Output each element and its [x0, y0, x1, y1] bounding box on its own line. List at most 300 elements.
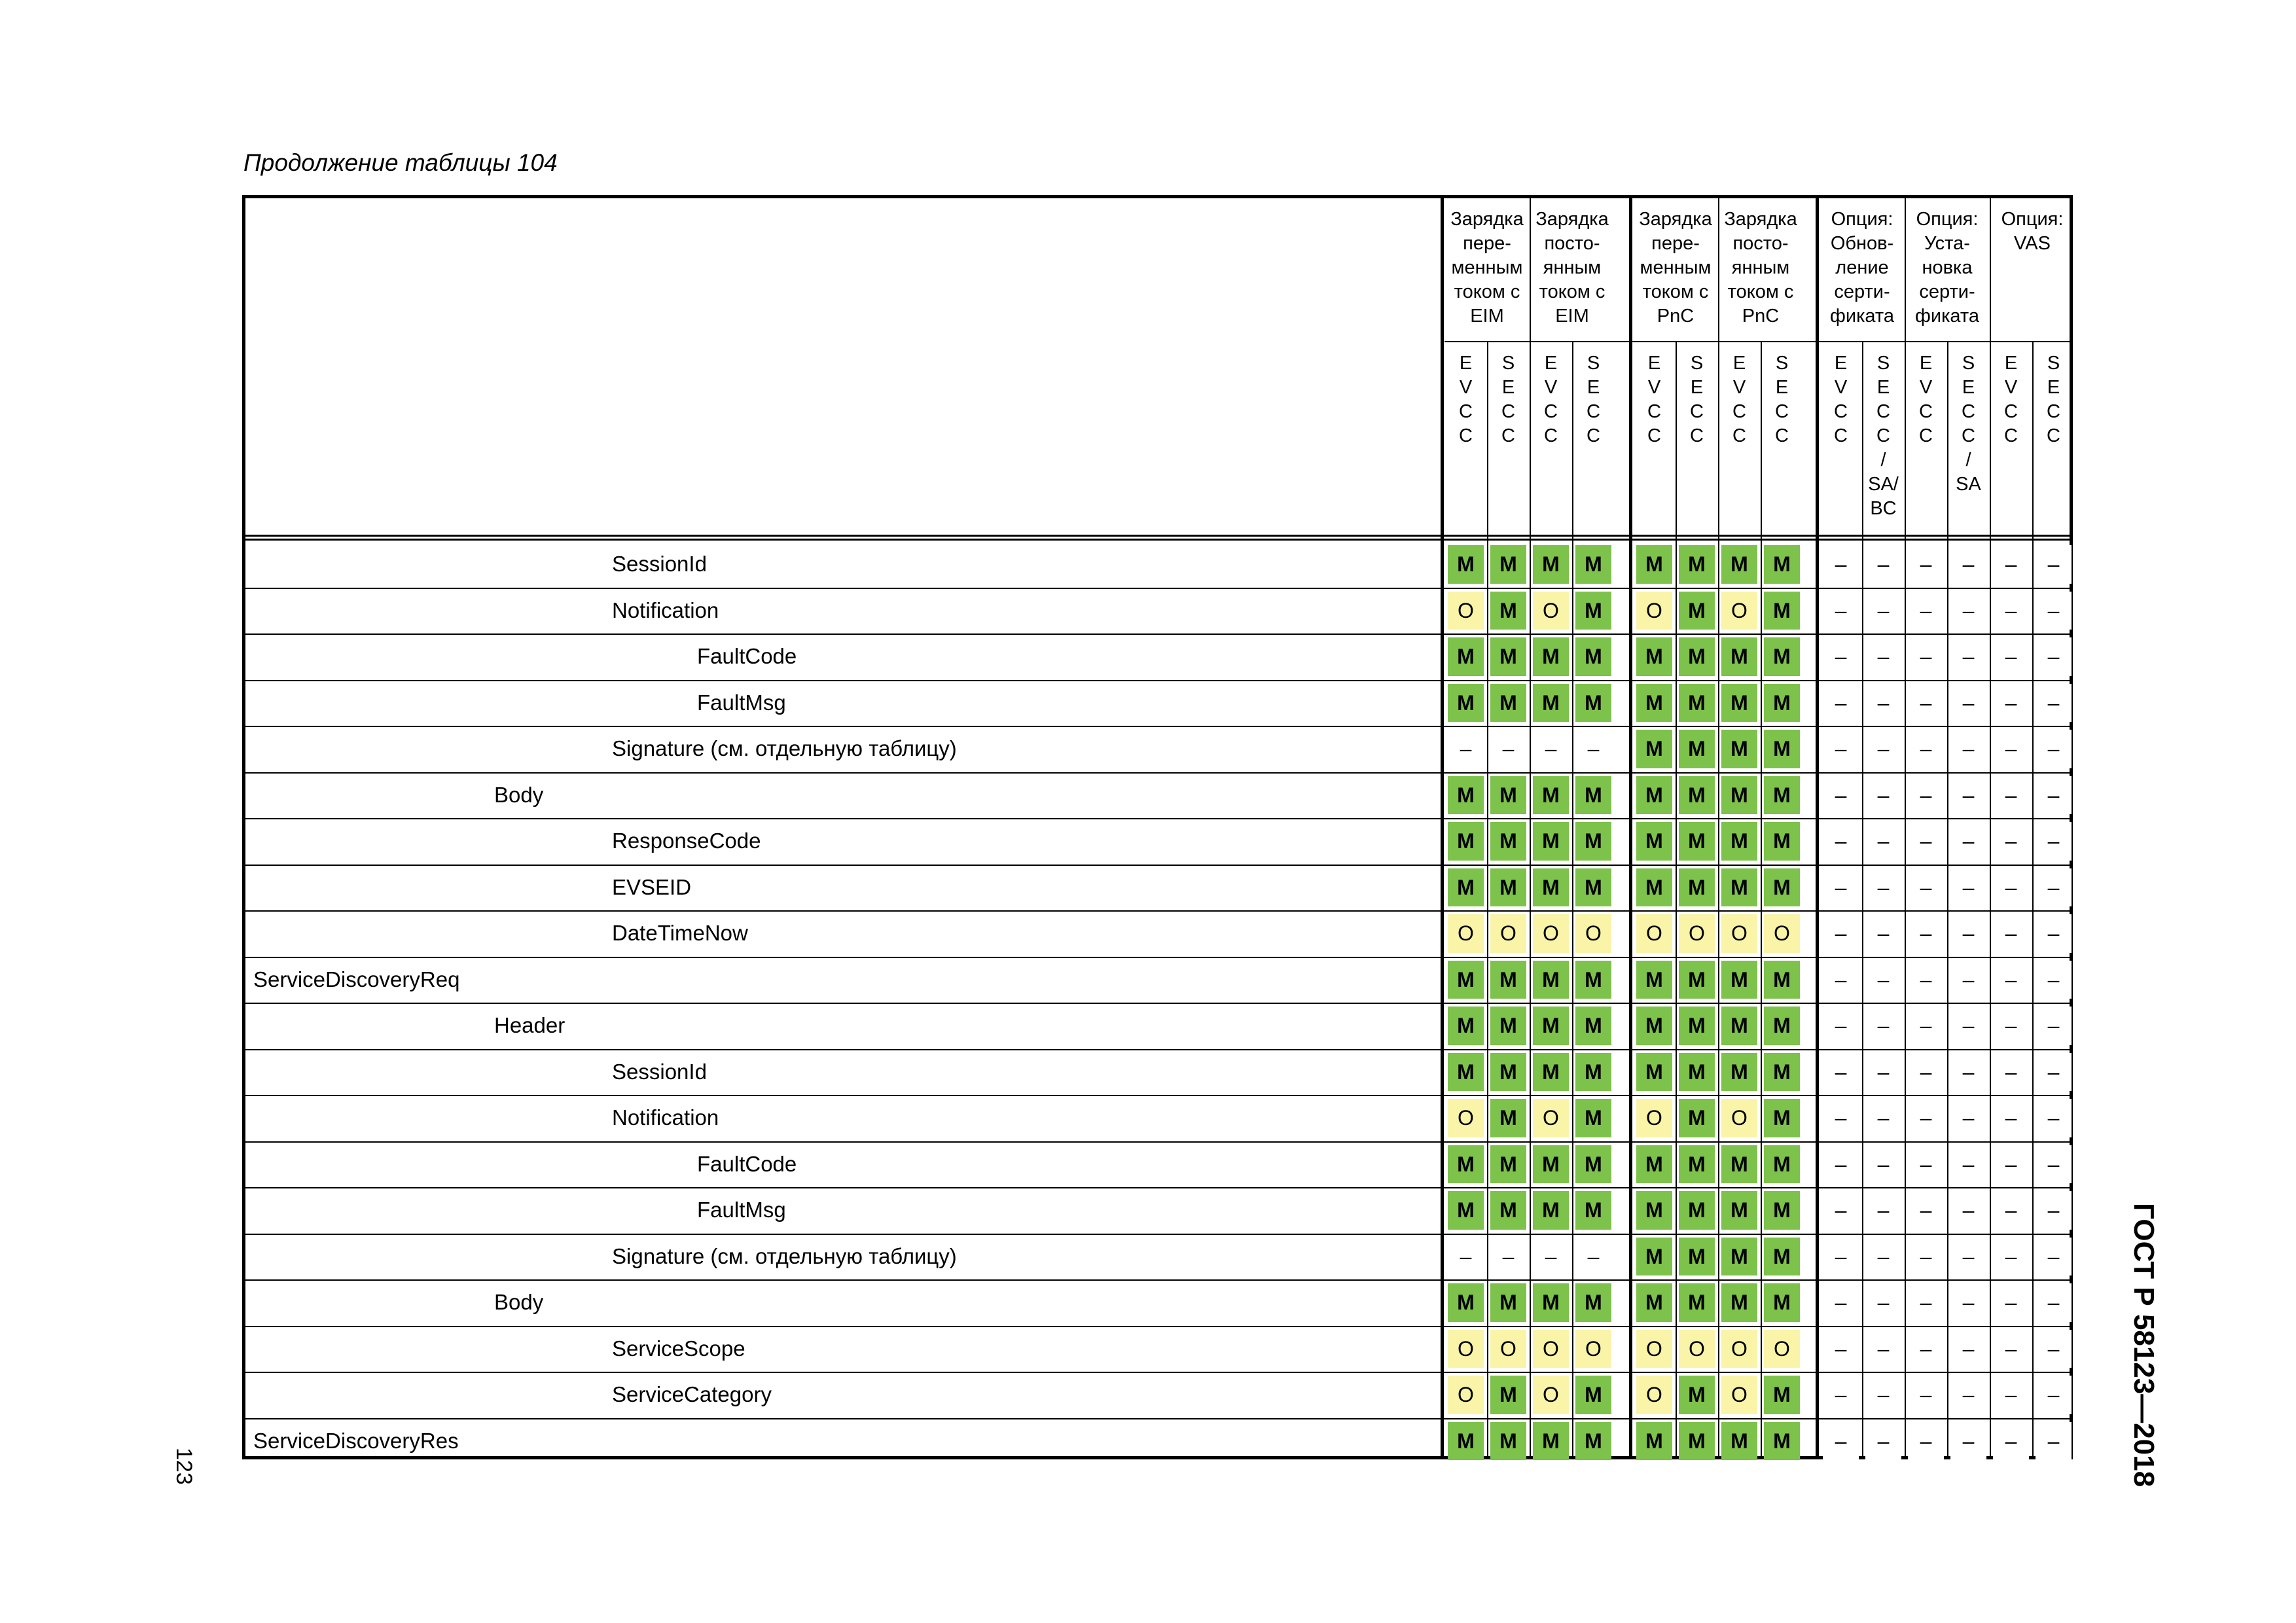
table-caption: Продолжение таблицы 104	[243, 149, 558, 176]
table-cell: –	[1823, 637, 1859, 676]
table-cell: M	[1575, 1191, 1611, 1230]
sub-header-1	[1444, 351, 1487, 448]
table-cell: –	[1865, 1422, 1901, 1461]
sub-header-14	[2032, 351, 2075, 448]
table-cell: M	[1533, 822, 1569, 861]
table-cell: –	[1993, 592, 2029, 630]
table-cell: M	[1721, 1422, 1757, 1461]
row-divider	[245, 818, 2070, 819]
table-cell: –	[1823, 868, 1859, 907]
row-divider	[245, 1187, 2070, 1188]
sub-header-3	[1530, 351, 1572, 448]
table-cell: M	[1448, 545, 1484, 584]
table-cell: O	[1721, 1376, 1757, 1414]
sub-header-8	[1761, 351, 1803, 448]
table-cell: –	[1533, 1238, 1569, 1276]
table-cell: –	[1865, 637, 1901, 676]
table-cell: –	[1823, 1053, 1859, 1092]
table-cell: –	[1448, 1238, 1484, 1276]
table-cell: O	[1764, 914, 1800, 953]
table-cell: M	[1721, 1145, 1757, 1184]
table-cell: –	[1993, 1330, 2029, 1368]
table-cell: M	[1490, 868, 1526, 907]
table-cell: –	[1993, 961, 2029, 999]
table-cell: –	[1823, 776, 1859, 815]
table-cell: M	[1679, 776, 1715, 815]
table-cell: –	[1993, 1422, 2029, 1461]
table-cell: M	[1636, 684, 1672, 722]
header-separator	[245, 535, 2070, 537]
table-cell: M	[1721, 684, 1757, 722]
sub-header-part: C	[1732, 401, 1746, 422]
table-cell: –	[2036, 1191, 2072, 1230]
table-cell: M	[1533, 1191, 1569, 1230]
sub-header-part: C	[2004, 425, 2018, 446]
table-cell: –	[1865, 914, 1901, 953]
sub-header-part: C	[1647, 401, 1661, 422]
sub-header-part: E	[1962, 377, 1975, 398]
sub-header-part: E	[1647, 353, 1661, 374]
block-border	[1441, 198, 1444, 1456]
table-cell: M	[1533, 545, 1569, 584]
table-cell: –	[1993, 637, 2029, 676]
table-cell: –	[1865, 1376, 1901, 1414]
sub-header-part: C	[1587, 401, 1600, 422]
table-cell: –	[1823, 1191, 1859, 1230]
table-cell: M	[1679, 1283, 1715, 1322]
table-cell: M	[1575, 1145, 1611, 1184]
row-divider	[245, 726, 2070, 727]
table-cell: –	[1865, 1053, 1901, 1092]
table-cell: M	[1764, 1145, 1800, 1184]
table-cell: –	[2036, 1422, 2072, 1461]
table-cell: O	[1448, 1099, 1484, 1137]
table-cell: M	[1575, 822, 1611, 861]
table-cell: –	[1993, 1283, 2029, 1322]
sub-header-part: C	[1775, 401, 1789, 422]
table-cell: –	[2036, 1053, 2072, 1092]
sub-header-part: C	[1962, 401, 1975, 422]
table-cell: –	[1575, 730, 1611, 768]
table-cell: M	[1679, 592, 1715, 630]
row-label: Header	[494, 1013, 565, 1037]
table-cell: –	[2036, 1330, 2072, 1368]
sub-header-part: V	[1919, 377, 1933, 398]
table-cell: M	[1721, 637, 1757, 676]
table-cell: –	[1950, 776, 1986, 815]
table-cell: O	[1679, 1330, 1715, 1368]
table-cell: –	[1993, 776, 2029, 815]
table-cell: M	[1764, 961, 1800, 999]
table-cell: –	[2036, 684, 2072, 722]
row-divider	[245, 1372, 2070, 1373]
table-cell: M	[1533, 1145, 1569, 1184]
row-label: Body	[494, 782, 544, 807]
table-cell: O	[1533, 1376, 1569, 1414]
table-cell: –	[1575, 1238, 1611, 1276]
row-divider	[245, 680, 2070, 681]
sub-header-part: V	[1544, 377, 1558, 398]
table-cell: M	[1721, 776, 1757, 815]
table-cell: M	[1490, 961, 1526, 999]
table-cell: M	[1764, 822, 1800, 861]
table-cell: –	[1448, 730, 1484, 768]
table-cell: M	[1575, 1283, 1611, 1322]
table-cell: –	[1950, 1238, 1986, 1276]
table-cell: –	[1865, 1191, 1901, 1230]
table-cell: M	[1721, 1007, 1757, 1045]
table-cell: –	[2036, 545, 2072, 584]
table-cell: –	[1865, 545, 1901, 584]
sub-header-part: C	[1775, 425, 1789, 446]
table-cell: –	[2036, 1145, 2072, 1184]
table-cell: –	[1993, 1376, 2029, 1414]
table-cell: –	[1993, 1191, 2029, 1230]
table-cell: M	[1721, 1283, 1757, 1322]
sub-header-part: E	[1876, 377, 1890, 398]
table-cell: –	[1865, 1099, 1901, 1137]
table-cell: M	[1679, 1376, 1715, 1414]
group-divider	[1718, 198, 1719, 341]
table-cell: –	[1865, 1238, 1901, 1276]
table-cell: –	[1993, 730, 2029, 768]
table-cell: O	[1764, 1330, 1800, 1368]
sub-header-4	[1572, 351, 1615, 448]
table-cell: O	[1533, 914, 1569, 953]
page-number: 123	[171, 1448, 196, 1485]
table-cell: –	[2036, 637, 2072, 676]
group-header-3: Зарядка пере- менным током с PnC	[1639, 209, 1712, 327]
table-cell: M	[1679, 545, 1715, 584]
sub-header-part: C	[1732, 425, 1746, 446]
table-cell: O	[1721, 914, 1757, 953]
table-cell: –	[1950, 961, 1986, 999]
group-header-4: Зарядка посто- янным током с PnC	[1724, 209, 1797, 327]
table-cell: –	[1865, 1007, 1901, 1045]
table-cell: M	[1448, 637, 1484, 676]
table-cell: M	[1490, 545, 1526, 584]
table-cell: –	[1865, 592, 1901, 630]
table-cell: M	[1448, 961, 1484, 999]
table-cell: –	[2036, 1099, 2072, 1137]
sub-header-part: C	[1690, 425, 1704, 446]
sub-header-part: S	[1775, 353, 1789, 374]
table-cell: O	[1636, 914, 1672, 953]
table-cell: M	[1448, 1145, 1484, 1184]
table-cell: M	[1533, 1283, 1569, 1322]
table-cell: –	[1908, 868, 1944, 907]
table-cell: –	[2036, 1238, 2072, 1276]
row-label: FaultCode	[697, 644, 797, 668]
table-cell: M	[1575, 1376, 1611, 1414]
table-cell: –	[1865, 684, 1901, 722]
table-cell: –	[1908, 1053, 1944, 1092]
table-cell: –	[1908, 1145, 1944, 1184]
table-cell: –	[1950, 730, 1986, 768]
standard-code: ГОСТ Р 58123—2018	[2128, 1203, 2160, 1488]
table-cell: M	[1533, 1422, 1569, 1461]
table-cell: –	[1908, 1191, 1944, 1230]
table-cell: M	[1764, 637, 1800, 676]
table-cell: –	[1490, 730, 1526, 768]
sub-header-5	[1633, 351, 1676, 448]
sub-header-part: E	[1834, 353, 1848, 374]
table-cell: M	[1533, 868, 1569, 907]
column-divider	[2032, 341, 2034, 1456]
row-label: EVSEID	[612, 874, 692, 899]
table-cell: M	[1679, 822, 1715, 861]
sub-header-6	[1676, 351, 1718, 448]
table-cell: –	[1823, 1283, 1859, 1322]
table-cell: M	[1448, 1007, 1484, 1045]
sub-header-part: C	[2004, 401, 2018, 422]
group-divider	[1530, 198, 1531, 341]
table-cell: –	[1950, 822, 1986, 861]
table-cell: M	[1679, 637, 1715, 676]
table-cell: –	[2036, 592, 2072, 630]
column-divider	[1530, 341, 1531, 1456]
header-separator	[245, 539, 2070, 541]
sub-header-2	[1487, 351, 1530, 448]
table-cell: M	[1764, 730, 1800, 768]
table-cell: M	[1721, 1053, 1757, 1092]
sub-header-part: C	[1501, 425, 1515, 446]
table-cell: M	[1764, 545, 1800, 584]
table-cell: –	[1908, 1330, 1944, 1368]
sub-header-part: V	[1459, 377, 1473, 398]
sub-header-part: BC	[1870, 498, 1897, 519]
row-label: SessionId	[612, 1059, 707, 1084]
table-cell: –	[1908, 1238, 1944, 1276]
table-cell: O	[1448, 914, 1484, 953]
column-divider	[1676, 341, 1677, 1456]
sub-header-13	[1990, 351, 2032, 448]
table-cell: M	[1721, 1238, 1757, 1276]
sub-header-part: C	[1459, 401, 1473, 422]
sub-header-part: /	[1965, 450, 1971, 471]
table-cell: –	[1865, 776, 1901, 815]
table-cell: M	[1533, 776, 1569, 815]
table-cell: M	[1575, 1099, 1611, 1137]
table-cell: M	[1575, 776, 1611, 815]
group-header-6: Опция: Уста- новка серти- фиката	[1915, 209, 1979, 327]
row-label: Notification	[612, 1105, 719, 1130]
table-cell: –	[1908, 1283, 1944, 1322]
table-cell: M	[1764, 1191, 1800, 1230]
table-cell: O	[1533, 1099, 1569, 1137]
sub-header-part: C	[2047, 401, 2060, 422]
sub-header-part: C	[1587, 425, 1600, 446]
table-cell: M	[1764, 1007, 1800, 1045]
table-cell: –	[1908, 637, 1944, 676]
sub-header-part: C	[1834, 401, 1848, 422]
table-cell: M	[1636, 776, 1672, 815]
table-cell: –	[1993, 545, 2029, 584]
table-cell: M	[1636, 822, 1672, 861]
sub-header-part: S	[1962, 353, 1975, 374]
table-cell: –	[1993, 1007, 2029, 1045]
group-header-1: Зарядка пере- менным током с EIM	[1450, 209, 1524, 327]
table-cell: –	[1950, 1053, 1986, 1092]
table-cell: –	[1908, 592, 1944, 630]
table-cell: –	[2036, 776, 2072, 815]
group-header-2: Зарядка посто- янным током с EIM	[1535, 209, 1609, 327]
group-divider	[1990, 198, 1991, 341]
row-label: FaultMsg	[697, 690, 786, 715]
column-divider	[1862, 341, 1863, 1456]
sub-header-part: E	[1501, 377, 1515, 398]
table-cell: M	[1490, 1283, 1526, 1322]
table-cell: M	[1764, 868, 1800, 907]
table-cell: M	[1490, 1007, 1526, 1045]
table-cell: O	[1533, 1330, 1569, 1368]
table-cell: –	[1823, 1007, 1859, 1045]
group-header-5: Опция: Обнов- ление серти- фиката	[1830, 209, 1894, 327]
table-cell: M	[1679, 1422, 1715, 1461]
row-divider	[245, 910, 2070, 912]
row-label: Body	[494, 1290, 544, 1314]
table-cell: M	[1636, 961, 1672, 999]
sub-header-part: E	[1587, 377, 1600, 398]
table-cell: –	[1950, 637, 1986, 676]
table-cell: O	[1721, 1099, 1757, 1137]
table-cell: –	[1950, 914, 1986, 953]
table-cell: M	[1764, 1422, 1800, 1461]
sub-header-part: C	[1962, 425, 1975, 446]
table-cell: O	[1721, 592, 1757, 630]
table-cell: M	[1533, 961, 1569, 999]
column-divider	[1761, 341, 1762, 1456]
sub-header-10	[1862, 351, 1905, 521]
table-cell: –	[2036, 730, 2072, 768]
table-cell: M	[1490, 592, 1526, 630]
table-cell: –	[1908, 545, 1944, 584]
sub-header-part: C	[1544, 425, 1558, 446]
table-cell: M	[1721, 868, 1757, 907]
sub-header-part: S	[2047, 353, 2060, 374]
table-cell: M	[1490, 1053, 1526, 1092]
table-cell: –	[1908, 776, 1944, 815]
table-cell: –	[1908, 1007, 1944, 1045]
table-cell: M	[1679, 1145, 1715, 1184]
sub-header-part: C	[1919, 425, 1933, 446]
table-cell: –	[2036, 1376, 2072, 1414]
sub-header-part: E	[2004, 353, 2018, 374]
table-cell: –	[1993, 1238, 2029, 1276]
table-cell: O	[1721, 1330, 1757, 1368]
table-cell: M	[1575, 1007, 1611, 1045]
table-cell: O	[1679, 914, 1715, 953]
sub-header-part: V	[1834, 377, 1848, 398]
table-cell: –	[1865, 822, 1901, 861]
table-cell: –	[1993, 684, 2029, 722]
row-divider	[245, 633, 2070, 635]
table-cell: M	[1448, 1053, 1484, 1092]
table-cell: M	[1636, 1238, 1672, 1276]
table-cell: –	[1908, 914, 1944, 953]
table-cell: M	[1764, 776, 1800, 815]
table-cell: –	[1993, 868, 2029, 907]
table-cell: –	[1865, 1330, 1901, 1368]
table-cell: –	[1950, 545, 1986, 584]
row-divider	[245, 1141, 2070, 1143]
table-cell: –	[1950, 1330, 1986, 1368]
table-cell: M	[1575, 684, 1611, 722]
table-cell: M	[1448, 684, 1484, 722]
sub-header-part: E	[1732, 353, 1746, 374]
table-cell: M	[1575, 637, 1611, 676]
table-cell: M	[1575, 1422, 1611, 1461]
row-divider	[245, 957, 2070, 958]
table-cell: O	[1490, 1330, 1526, 1368]
table-cell: –	[1950, 592, 1986, 630]
table-cell: O	[1533, 592, 1569, 630]
column-divider	[1487, 341, 1488, 1456]
table-cell: –	[1823, 961, 1859, 999]
table-cell: O	[1636, 592, 1672, 630]
table-cell: M	[1490, 637, 1526, 676]
table-cell: M	[1636, 1191, 1672, 1230]
sub-header-part: S	[1876, 353, 1890, 374]
table-cell: M	[1448, 822, 1484, 861]
table-cell: M	[1636, 1422, 1672, 1461]
sub-header-part: C	[1647, 425, 1661, 446]
table-cell: –	[1950, 1191, 1986, 1230]
table-cell: M	[1636, 637, 1672, 676]
table-cell: –	[2036, 822, 2072, 861]
sub-header-part: E	[1775, 377, 1789, 398]
table-cell: O	[1636, 1376, 1672, 1414]
table-cell: –	[1993, 822, 2029, 861]
table-cell: –	[1993, 1053, 2029, 1092]
column-divider	[1572, 341, 1573, 1456]
table-cell: M	[1490, 776, 1526, 815]
sub-header-part: C	[1544, 401, 1558, 422]
table-cell: M	[1679, 684, 1715, 722]
row-divider	[245, 1049, 2070, 1050]
table-cell: M	[1636, 1145, 1672, 1184]
sub-header-part: C	[1919, 401, 1933, 422]
table-cell: M	[1764, 1376, 1800, 1414]
table-cell: O	[1575, 914, 1611, 953]
table-cell: –	[1823, 1422, 1859, 1461]
row-divider	[245, 865, 2070, 866]
table-cell: M	[1679, 961, 1715, 999]
row-label: ServiceCategory	[612, 1382, 772, 1406]
table-cell: –	[1865, 1283, 1901, 1322]
sub-header-part: E	[1690, 377, 1704, 398]
block-border-inner	[1816, 198, 1817, 1456]
table-cell: M	[1679, 1191, 1715, 1230]
table-cell: M	[1636, 1053, 1672, 1092]
table-cell: M	[1575, 868, 1611, 907]
table-cell: O	[1490, 914, 1526, 953]
table-cell: M	[1764, 1099, 1800, 1137]
table-cell: M	[1448, 1283, 1484, 1322]
table-cell: M	[1448, 868, 1484, 907]
table-cell: O	[1575, 1330, 1611, 1368]
sub-header-part: C	[1834, 425, 1848, 446]
table-cell: M	[1490, 1191, 1526, 1230]
table-cell: –	[1823, 592, 1859, 630]
sub-header-part: C	[1876, 425, 1890, 446]
table-cell: O	[1448, 1330, 1484, 1368]
table-cell: M	[1679, 1238, 1715, 1276]
table-cell: –	[2036, 1007, 2072, 1045]
sub-header-part: C	[2047, 425, 2060, 446]
column-divider	[1718, 341, 1719, 1456]
table-cell: –	[2036, 961, 2072, 999]
